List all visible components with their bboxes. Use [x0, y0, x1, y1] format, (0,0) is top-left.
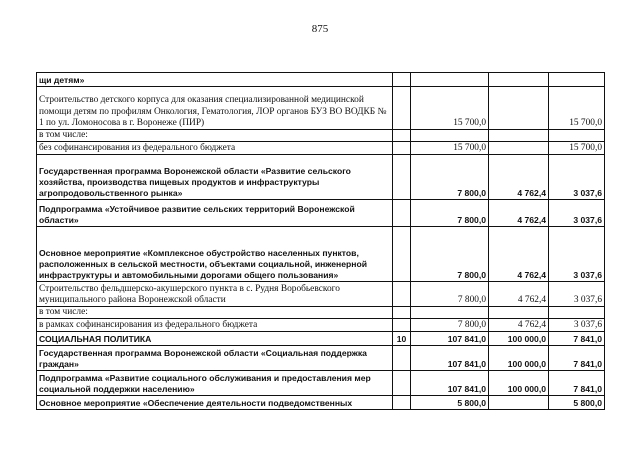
- table-row: [37, 371, 605, 396]
- row-code-cell: [393, 155, 411, 200]
- row-amount-federal-cell: 100 000,0: [489, 332, 549, 346]
- row-code-cell: [393, 307, 411, 319]
- row-amount-regional-cell: 3 037,6: [549, 319, 605, 332]
- budget-table: [36, 72, 605, 410]
- row-name-cell: в том числе:: [37, 307, 393, 319]
- table-row: [37, 73, 605, 87]
- row-code-cell: [393, 227, 411, 282]
- row-code-cell: [393, 130, 411, 142]
- row-code-cell: [393, 200, 411, 227]
- row-amount-federal-cell: [489, 307, 549, 319]
- row-amount-regional-cell: [549, 73, 605, 87]
- row-amount-federal-cell: [489, 130, 549, 142]
- row-amount-regional-cell: 3 037,6: [549, 200, 605, 227]
- row-name-cell: щи детям»: [37, 73, 393, 87]
- row-amount-federal-cell: 4 762,4: [489, 282, 549, 307]
- page-number: 875: [311, 23, 329, 35]
- row-amount-federal-cell: 4 762,4: [489, 155, 549, 200]
- row-amount-total-cell: [411, 307, 489, 319]
- row-amount-federal-cell: 4 762,4: [489, 319, 549, 332]
- row-amount-total-cell: 7 800,0: [411, 282, 489, 307]
- table-row: [37, 155, 605, 200]
- row-amount-total-cell: 7 800,0: [411, 155, 489, 200]
- row-name-cell: Государственная программа Воронежской области «Социальная поддержка граждан»: [37, 346, 393, 371]
- table-row: [37, 130, 605, 142]
- row-name-cell: Подпрограмма «Развитие социального обслуживания и предоставления мер социальной поддержки населению»: [37, 371, 393, 396]
- table-row: [37, 307, 605, 319]
- row-name-cell: Государственная программа Воронежской области «Развитие сельского хозяйства, производства пищевых продуктов и инфраструктуры агропродовольственного рынка»: [37, 155, 393, 200]
- row-name-cell: без софинансирования из федерального бюджета: [37, 142, 393, 155]
- row-code-cell: [393, 87, 411, 130]
- table-row: [37, 332, 605, 346]
- row-name-cell: Строительство детского корпуса для оказания специализированной медицинской помощи детям по профилям Онкология, Гематология, ЛОР органов БУЗ ВО ВОДКБ № 1 по ул. Ломоносова в г. Воронеже (ПИР): [37, 87, 393, 130]
- row-amount-total-cell: 107 841,0: [411, 346, 489, 371]
- row-amount-total-cell: 107 841,0: [411, 332, 489, 346]
- row-amount-regional-cell: 3 037,6: [549, 227, 605, 282]
- row-name-cell: Подпрограмма «Устойчивое развитие сельских территорий Воронежской области»: [37, 200, 393, 227]
- row-amount-federal-cell: 4 762,4: [489, 200, 549, 227]
- row-amount-total-cell: 7 800,0: [411, 227, 489, 282]
- row-code-cell: [393, 346, 411, 371]
- row-amount-federal-cell: [489, 142, 549, 155]
- row-amount-regional-cell: 3 037,6: [549, 155, 605, 200]
- row-code-cell: [393, 142, 411, 155]
- row-amount-federal-cell: [489, 87, 549, 130]
- row-code-cell: 10: [393, 332, 411, 346]
- row-amount-total-cell: 7 800,0: [411, 319, 489, 332]
- row-amount-federal-cell: [489, 73, 549, 87]
- row-amount-total-cell: 7 800,0: [411, 200, 489, 227]
- table-row: [37, 282, 605, 307]
- row-name-cell: Строительство фельдшерско-акушерского пункта в с. Рудня Воробьевского муниципального района Воронежской области: [37, 282, 393, 307]
- row-code-cell: [393, 371, 411, 396]
- row-amount-total-cell: [411, 73, 489, 87]
- row-amount-total-cell: 15 700,0: [411, 142, 489, 155]
- row-amount-regional-cell: [549, 130, 605, 142]
- row-code-cell: [393, 73, 411, 87]
- row-name-cell: СОЦИАЛЬНАЯ ПОЛИТИКА: [37, 332, 393, 346]
- table-row: [37, 396, 605, 410]
- row-amount-regional-cell: 7 841,0: [549, 332, 605, 346]
- row-code-cell: [393, 319, 411, 332]
- row-amount-federal-cell: 4 762,4: [489, 227, 549, 282]
- row-name-cell: в рамках софинансирования из федерального бюджета: [37, 319, 393, 332]
- row-name-cell: Основное мероприятие «Обеспечение деятельности подведомственных: [37, 396, 393, 410]
- row-amount-federal-cell: [489, 396, 549, 410]
- table-row: [37, 200, 605, 227]
- table-row: [37, 319, 605, 332]
- row-amount-total-cell: 15 700,0: [411, 87, 489, 130]
- table-row: [37, 87, 605, 130]
- table-row: [37, 142, 605, 155]
- row-amount-regional-cell: [549, 307, 605, 319]
- row-code-cell: [393, 282, 411, 307]
- row-name-cell: в том числе:: [37, 130, 393, 142]
- row-amount-total-cell: 107 841,0: [411, 371, 489, 396]
- row-amount-total-cell: [411, 130, 489, 142]
- row-amount-federal-cell: 100 000,0: [489, 371, 549, 396]
- row-amount-regional-cell: 5 800,0: [549, 396, 605, 410]
- row-amount-regional-cell: 15 700,0: [549, 142, 605, 155]
- row-amount-regional-cell: 15 700,0: [549, 87, 605, 130]
- row-name-cell: Основное мероприятие «Комплексное обустройство населенных пунктов, расположенных в сельской местности, объектами социальной, инженерной инфраструктуры и автомобильными дорогами общего пользования»: [37, 227, 393, 282]
- row-code-cell: [393, 396, 411, 410]
- row-amount-total-cell: 5 800,0: [411, 396, 489, 410]
- row-amount-regional-cell: 7 841,0: [549, 371, 605, 396]
- table-row: [37, 227, 605, 282]
- row-amount-federal-cell: 100 000,0: [489, 346, 549, 371]
- table-row: [37, 346, 605, 371]
- row-amount-regional-cell: 7 841,0: [549, 346, 605, 371]
- row-amount-regional-cell: 3 037,6: [549, 282, 605, 307]
